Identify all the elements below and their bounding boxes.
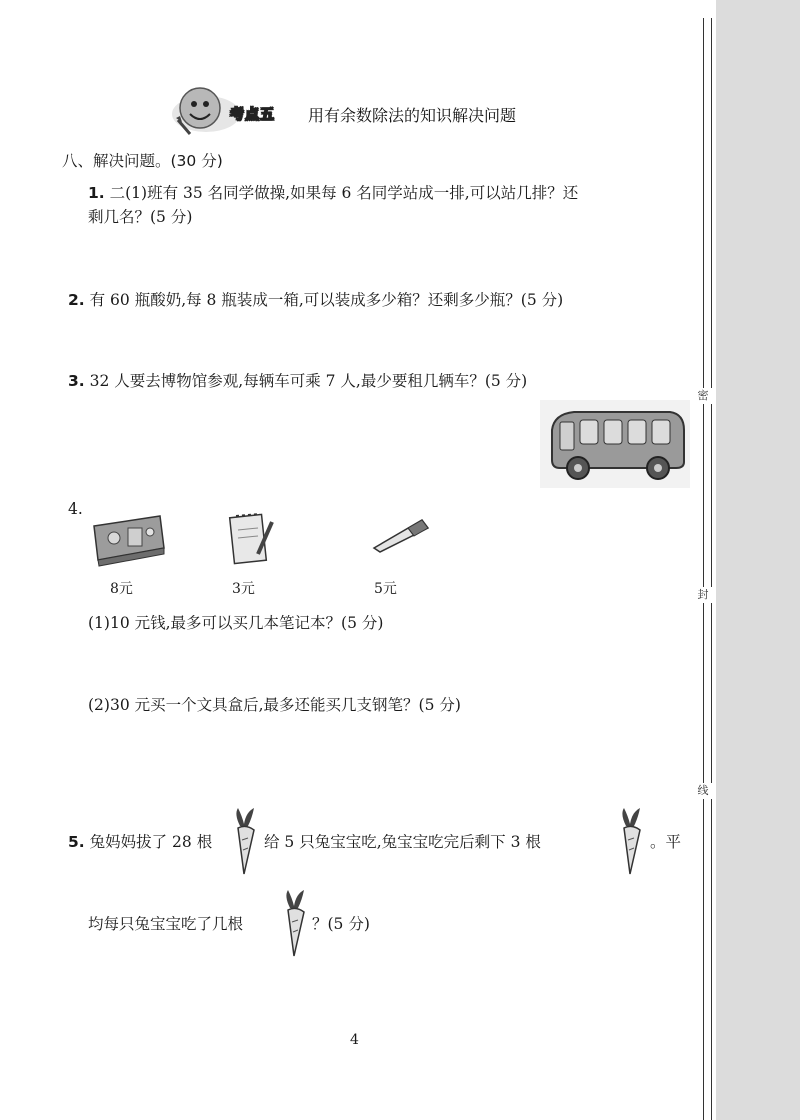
question-1-line-1 (88, 182, 578, 204)
question-5-part-1: 兔妈妈拔了 28 根 (89, 833, 213, 851)
question-5-line-2a: 均每只兔宝宝吃了几根 (88, 915, 244, 933)
page-number: 4 (350, 1032, 359, 1048)
question-1-line-2: 剩几名？(5 分) (88, 208, 193, 226)
question-2 (68, 289, 563, 311)
margin-label-feng: 封 (694, 587, 712, 603)
question-2-number: 2. (68, 291, 85, 309)
section-heading: 八、解决问题。(30 分) (62, 152, 223, 170)
question-5-line-1-start (68, 831, 212, 853)
pen-icon (368, 510, 434, 554)
question-2-text: 有 60 瓶酸奶,每 8 瓶装成一箱,可以装成多少箱？还剩多少瓶？(5 分) (89, 291, 564, 309)
question-3 (68, 370, 527, 392)
pencil-box-price: 8元 (110, 581, 133, 597)
pen-price: 5元 (374, 581, 397, 597)
question-1-number: 1. (88, 184, 105, 202)
carrot-icon (618, 806, 646, 876)
margin-label-mi: 密 (694, 388, 712, 404)
carrot-icon (282, 888, 310, 958)
question-4-number: 4. (68, 500, 83, 518)
margin-label-xian: 线 (694, 783, 712, 799)
question-3-text: 32 人要去博物馆参观,每辆车可乘 7 人,最少要租几辆车？(5 分) (89, 372, 528, 390)
margin-line-outer (703, 18, 704, 1120)
topic-badge: 考点五 (230, 107, 275, 123)
topic-header (170, 84, 590, 140)
question-4-sub-2: (2)30 元买一个文具盒后,最多还能买几支钢笔？(5 分) (88, 696, 461, 714)
question-5-part-3: 。平 (650, 833, 682, 851)
question-4-sub-1: (1)10 元钱,最多可以买几本笔记本？(5 分) (88, 614, 384, 632)
carrot-icon (232, 806, 260, 876)
question-5-line-2b: ？(5 分) (312, 915, 370, 933)
pencil-box-icon (90, 512, 168, 568)
topic-title: 用有余数除法的知识解决问题 (308, 106, 517, 125)
bus-icon (540, 400, 690, 488)
binding-margin (716, 0, 800, 1120)
question-3-number: 3. (68, 372, 85, 390)
question-5-part-2: 给 5 只兔宝宝吃,兔宝宝吃完后剩下 3 根 (264, 833, 541, 851)
notebook-price: 3元 (232, 581, 255, 597)
question-1-text: 二(1)班有 35 名同学做操,如果每 6 名同学站成一排,可以站几排？还 (109, 184, 579, 202)
question-5-number: 5. (68, 833, 85, 851)
notebook-icon (226, 508, 276, 568)
margin-line-inner (711, 18, 712, 1120)
